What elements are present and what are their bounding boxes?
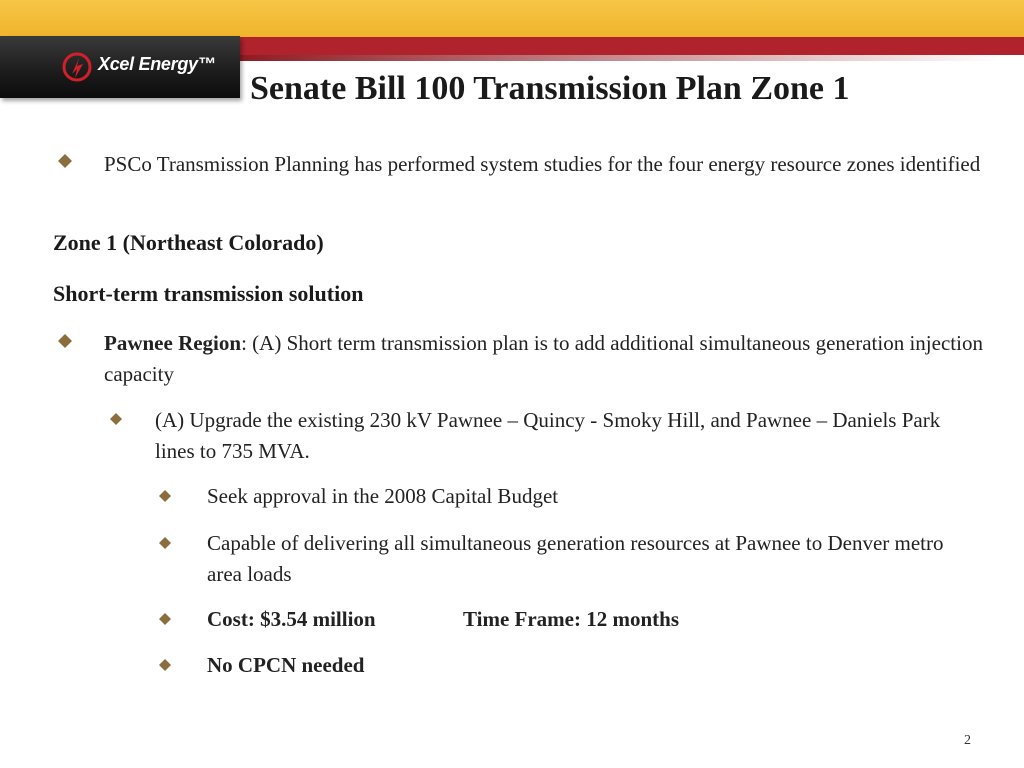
diamond-bullet-icon [159, 537, 171, 549]
capability-bullet-text: Capable of delivering all simultaneous generation resources at Pawnee to Denver metro area loads [207, 531, 944, 586]
approval-bullet-text: Seek approval in the 2008 Capital Budget [207, 484, 559, 508]
diamond-bullet-icon [58, 334, 72, 348]
diamond-bullet-icon [159, 490, 171, 502]
logo-wordmark: Xcel Energy™ [98, 54, 216, 74]
xcel-flame-icon [62, 52, 92, 82]
upgrade-bullet-text: (A) Upgrade the existing 230 kV Pawnee – Quincy - Smoky Hill, and Pawnee – Daniels Park lines to 735 MVA. [155, 408, 941, 463]
intro-bullet-text: PSCo Transmission Planning has performed system studies for the four energy resource zones identified [104, 152, 981, 176]
diamond-bullet-icon [159, 613, 171, 625]
cpcn-text: No CPCN needed [207, 653, 365, 677]
solution-heading: Short-term transmission solution [53, 281, 364, 306]
diamond-bullet-icon [159, 659, 171, 671]
diamond-bullet-icon [58, 154, 72, 168]
time-frame-text: Time Frame: 12 months [463, 607, 679, 631]
cost-text: Cost: $3.54 million [207, 607, 376, 631]
diamond-bullet-icon [110, 413, 122, 425]
zone-heading: Zone 1 (Northeast Colorado) [53, 230, 324, 255]
slide-title: Senate Bill 100 Transmission Plan Zone 1 [250, 70, 850, 107]
pawnee-label: Pawnee Region [104, 331, 242, 355]
page-number: 2 [964, 733, 971, 748]
header-red-shadow [240, 55, 1000, 61]
header-gold-bar [0, 0, 1024, 37]
pawnee-text: : (A) Short term transmission plan is to add additional simultaneous generation injection capacity [104, 331, 983, 386]
pawnee-bullet [104, 328, 984, 390]
